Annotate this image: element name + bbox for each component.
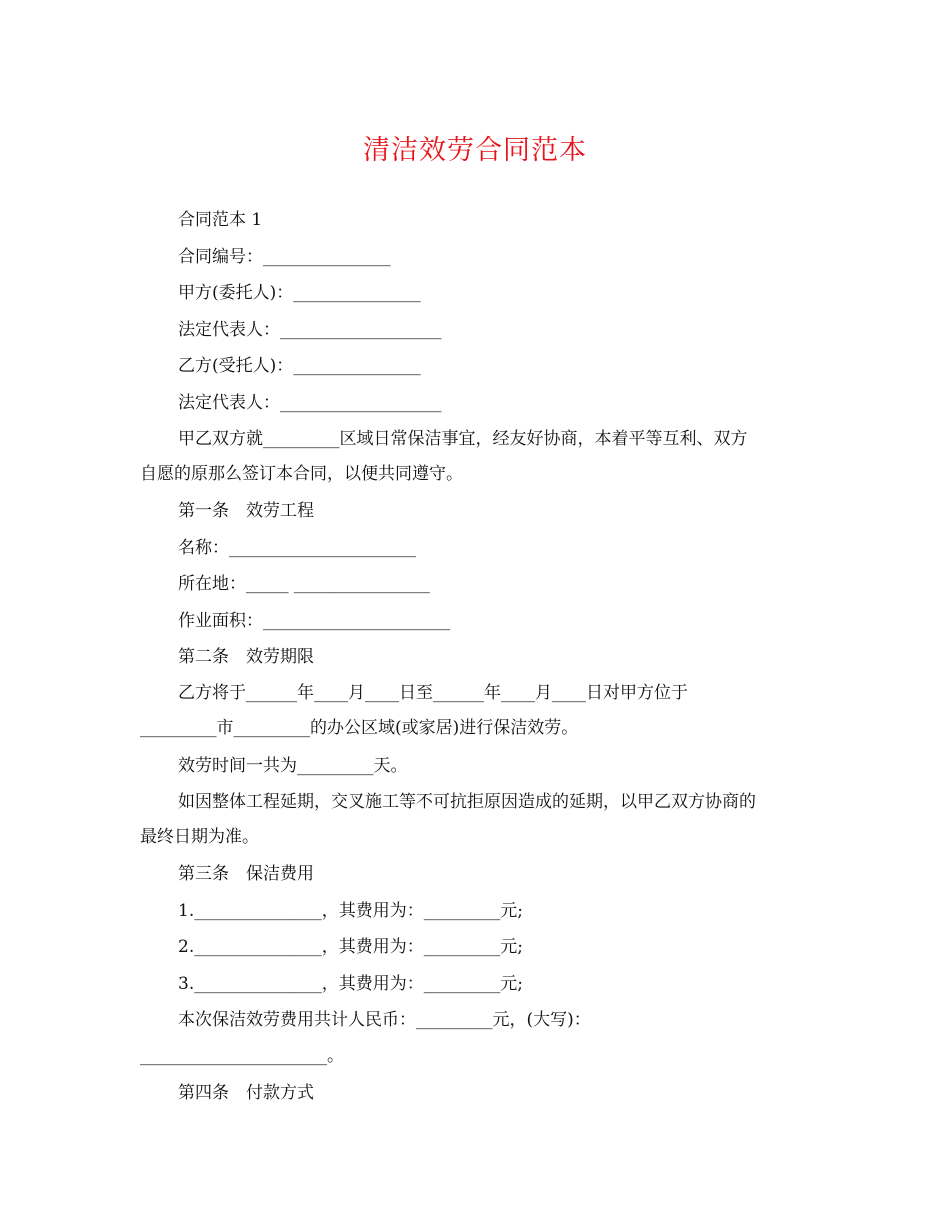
party-a-line: 甲方(委托人)：_______________ [178, 283, 421, 303]
party-b-line: 乙方(受托人)：_______________ [178, 356, 421, 376]
delay-clause-line-2: 最终日期为准。 [140, 827, 259, 847]
contract-number-line: 合同编号：_______________ [178, 247, 391, 267]
article-3-heading: 第三条 保洁费用 [178, 864, 314, 884]
fee-item-1: 1._______________，其费用为：_________元; [178, 901, 523, 921]
document-title: 清洁效劳合同范本 [363, 135, 587, 166]
delay-clause-line-1: 如因整体工程延期，交叉施工等不可抗拒原因造成的延期，以甲乙双方协商的 [178, 792, 756, 812]
party-b-representative-line: 法定代表人：___________________ [178, 393, 442, 413]
fee-item-2: 2._______________，其费用为：_________元; [178, 937, 523, 957]
service-period-line-2: _________市_________的办公区域(或家居)进行保洁效劳。 [140, 718, 579, 738]
total-fee-line-2: ______________________。 [140, 1046, 344, 1066]
article-2-heading: 第二条 效劳期限 [178, 647, 314, 667]
party-a-representative-line: 法定代表人：___________________ [178, 320, 442, 340]
service-period-line-1: 乙方将于______年____月____日至______年____月____日对甲方位于 [178, 683, 688, 703]
location-line: 所在地：_____ ________________ [178, 574, 430, 594]
contract-sample-label: 合同范本 1 [178, 210, 263, 230]
preamble-line-2: 自愿的原那么签订本合同，以便共同遵守。 [140, 464, 463, 484]
article-1-heading: 第一条 效劳工程 [178, 501, 314, 521]
preamble-line-1: 甲乙双方就_________区域日常保洁事宜，经友好协商，本着平等互利、双方 [178, 429, 748, 449]
service-days-line: 效劳时间一共为_________天。 [178, 756, 408, 776]
article-4-heading: 第四条 付款方式 [178, 1083, 314, 1103]
project-name-line: 名称：______________________ [178, 538, 416, 558]
fee-item-3: 3._______________，其费用为：_________元; [178, 974, 523, 994]
total-fee-line-1: 本次保洁效劳费用共计人民币：_________元，(大写)： [178, 1010, 591, 1030]
work-area-line: 作业面积：______________________ [178, 611, 450, 631]
